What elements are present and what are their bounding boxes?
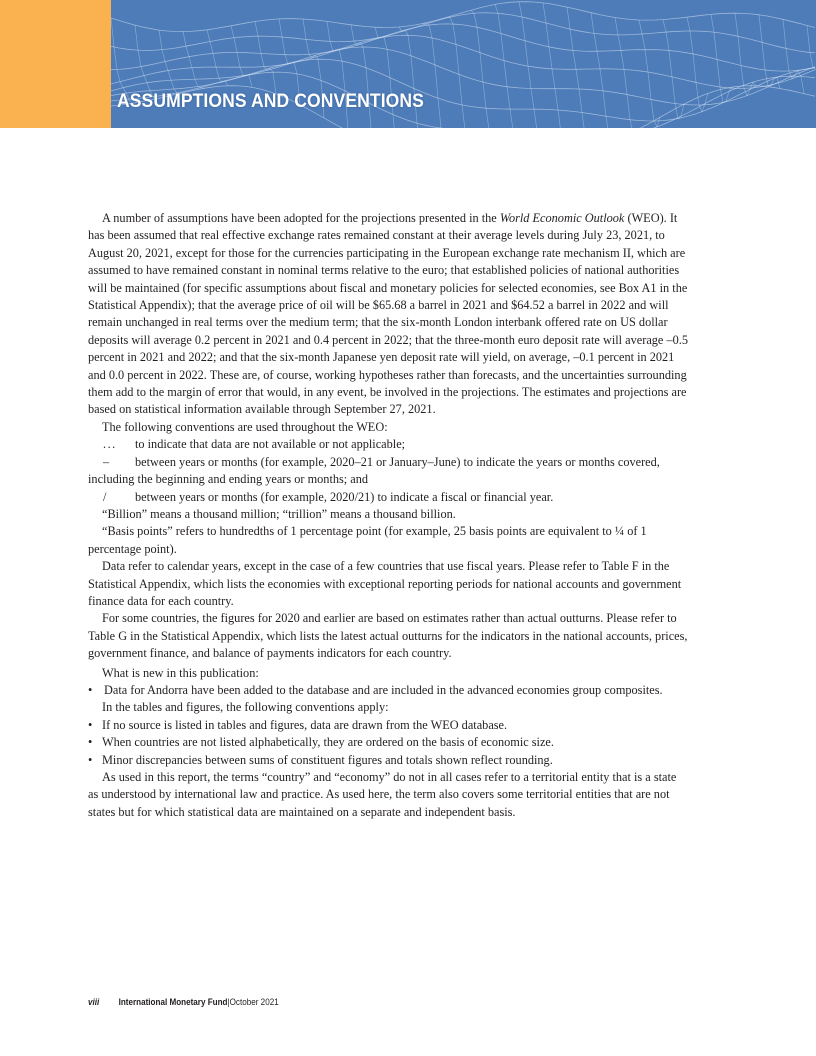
page-number: viii [88, 997, 100, 1007]
whats-new-item: • Data for Andorra have been added to the database and are included in the advanced economies group composites. [88, 682, 688, 699]
tables-intro: In the tables and figures, the following conventions apply: [102, 700, 389, 715]
table-convention-item: • When countries are not listed alphabetically, they are ordered on the basis of economic size. [88, 734, 688, 751]
convention-ellipsis [88, 436, 688, 453]
calendar-years-paragraph: Data refer to calendar years, except in the case of a few countries that use fiscal years. Please refer to Table F in the Statistical Appendix, which lists the economies with exceptional reporting periods for national accounts and government finance data for each country. [88, 559, 682, 608]
convention-text: between years or months (for example, 2020/21) to indicate a fiscal or financial year. [135, 489, 554, 504]
assumptions-paragraph [88, 210, 688, 419]
convention-dash [88, 454, 688, 489]
mesh-line [255, 22, 276, 94]
mesh-line [207, 30, 228, 86]
mesh-line [591, 13, 612, 128]
mesh-line [567, 7, 588, 128]
billion-definition: “Billion” means a thousand million; “trillion” means a thousand billion. [102, 506, 456, 521]
publication-title: World Economic Outlook [499, 211, 625, 225]
convention-symbol: / [103, 489, 107, 504]
convention-text: between years or months (for example, 2020–21 or January–June) to indicate the years or months covered, including the beginning and ending years or months; and [88, 454, 660, 487]
whats-new-intro: What is new in this publication: [102, 665, 259, 680]
conventions-intro: The following conventions are used throughout the WEO: [102, 419, 388, 434]
convention-symbol: – [103, 454, 110, 469]
footer-separator: | [227, 997, 230, 1007]
accent-block [0, 0, 111, 128]
p1-prefix: A number of assumptions have been adopted for the projections presented in the [102, 211, 500, 225]
basis-points-definition: “Basis points” refers to hundredths of 1 percentage point (for example, 25 basis points are equivalent to ¼ of 1 percentage point). [88, 524, 647, 556]
convention-text: to indicate that data are not available or not applicable; [135, 437, 406, 452]
convention-slash [88, 489, 688, 506]
mesh-line [447, 17, 468, 128]
page-footer [88, 997, 279, 1007]
mesh-line [111, 24, 815, 71]
main-text [88, 210, 688, 821]
page-title: ASSUMPTIONS AND CONVENTIONS [117, 90, 424, 112]
mesh-line [159, 30, 180, 93]
estimates-paragraph: For some countries, the figures for 2020 and earlier are based on estimates rather than actual outturns. Please refer to Table G in the Statistical Appendix, which lists the latest actual outturns for the indicators in the national accounts, prices, government finance, and balance of payments indicators for each country. [88, 611, 688, 661]
mesh-line [783, 19, 804, 93]
footer-date: October 2021 [229, 997, 279, 1007]
mesh-line [111, 2, 815, 32]
mesh-line [111, 35, 815, 88]
footer-organization: International Monetary Fund [118, 997, 228, 1007]
country-definition: As used in this report, the terms “country” and “economy” do not in all cases refer to a territorial entity that is a state as understood by international law and practice. As used here, the term also covers some territorial entities that are not states but for which statistical data are maintained on a separate and independent basis. [88, 770, 677, 819]
table-convention-item: • Minor discrepancies between sums of constituent figures and totals shown reflect rounding. [88, 752, 688, 769]
table-convention-item: • If no source is listed in tables and figures, data are drawn from the WEO database. [88, 717, 688, 734]
mesh-line [423, 23, 444, 128]
mesh-line [759, 15, 780, 89]
mesh-line [135, 25, 156, 99]
mesh-line [615, 18, 636, 129]
mesh-line [471, 10, 492, 128]
p1-rest: (WEO). It has been assumed that real effective exchange rates remained constant at their average levels during July 23, 2021, to August 20, 2021, except for those for the currencies participating in the European exchange rate mechanism II, which are assumed to have remained constant in nominal terms relative to the euro; that established policies of national authorities will be maintained (for specific assumptions about fiscal and monetary policies for selected economies, see Box A1 in the Statistical Appendix); that the average price of oil will be $65.68 a barrel in 2021 and $64.52 a barrel in 2022 and will remain unchanged in real terms over the medium term; that the six-month London interbank offered rate on US dollar deposits will average 0.2 percent in 2021 and 0.4 percent in 2022; that the three-month euro deposit rate will average –0.5 percent in 2021 and 2022; and that the six-month Japanese yen deposit rate will yield, on average, –0.1 percent in 2021 and 0.0 percent in 2022. These are, of course, working hypotheses rather than forecasts, and the uncertainties surrounding them add to the margin of error that would, in any event, be involved in the projections. The estimates and projections are based on statistical information available through September 27, 2021. [88, 211, 688, 417]
convention-symbol: ... [103, 437, 117, 452]
mesh-line [807, 26, 816, 100]
header-banner [0, 0, 816, 128]
mesh-line [735, 13, 756, 95]
